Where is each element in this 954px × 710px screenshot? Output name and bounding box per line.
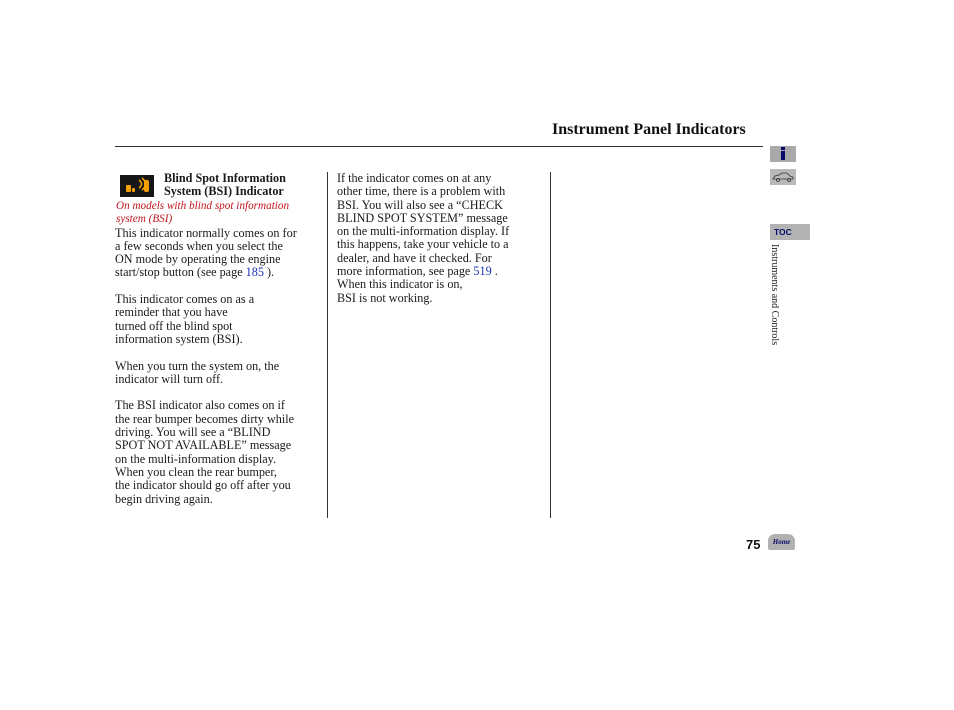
page-reference-link[interactable]: 519 <box>473 264 492 279</box>
model-note-line-2: system (BSI) <box>116 213 173 226</box>
text-line: BLIND SPOT SYSTEM” message <box>337 210 508 225</box>
info-icon <box>778 147 788 161</box>
heading-line-2: System (BSI) Indicator <box>164 184 284 199</box>
text-line: this happens, take your vehicle to a <box>337 237 509 252</box>
heading-line-1: Blind Spot Information <box>164 171 286 185</box>
text-line: a few seconds when you select the <box>115 238 283 253</box>
header-rule <box>115 146 763 147</box>
section-tab[interactable]: Instruments and Controls <box>769 244 780 346</box>
text-line: If the indicator comes on at any <box>337 171 492 185</box>
text-line: When you clean the rear bumper, <box>115 464 277 479</box>
paragraph-3 <box>115 360 320 387</box>
page-title: Instrument Panel Indicators <box>552 121 746 138</box>
middle-column <box>337 172 542 305</box>
bsi-heading <box>164 172 324 199</box>
toc-button[interactable]: TOC <box>770 224 810 240</box>
vehicle-button[interactable] <box>770 169 796 185</box>
text-line: on the multi-information display. <box>115 451 277 466</box>
paragraph-4 <box>115 399 320 505</box>
page-number: 75 <box>746 537 761 552</box>
text-line: driving. You will see a “BLIND <box>115 425 271 440</box>
bsi-heading-block <box>115 172 320 200</box>
column-divider-2 <box>550 172 551 518</box>
paragraph-5 <box>337 172 542 305</box>
text-line: ). <box>263 265 275 280</box>
text-line: the indicator should go off after you <box>115 478 291 493</box>
car-icon <box>771 171 795 183</box>
info-button[interactable] <box>770 146 796 162</box>
text-line: on the multi-information display. If <box>337 224 510 239</box>
text-line: ON mode by operating the engine <box>115 252 281 267</box>
text-line: other time, there is a problem with <box>337 184 506 199</box>
paragraph-1 <box>115 227 320 280</box>
column-divider-1 <box>327 172 328 518</box>
text-line: indicator will turn off. <box>115 371 224 386</box>
text-line: SPOT NOT AVAILABLE” message <box>115 438 292 453</box>
text-line: The BSI indicator also comes on if <box>115 398 285 413</box>
text-line: This indicator normally comes on for <box>115 225 297 240</box>
text-line: turned off the blind spot <box>115 318 233 333</box>
text-line: the rear bumper becomes dirty while <box>115 411 295 426</box>
home-button[interactable]: Home <box>768 534 795 550</box>
text-line: information system (BSI). <box>115 331 243 346</box>
model-note <box>116 200 320 227</box>
text-line: more information, see page <box>337 264 474 279</box>
text-line: When this indicator is on, <box>337 277 463 292</box>
text-line: This indicator comes on as a <box>115 292 255 307</box>
text-line: BSI is not working. <box>337 290 433 305</box>
paragraph-2 <box>115 293 320 346</box>
text-line: When you turn the system on, the <box>115 358 280 373</box>
bsi-indicator-icon <box>120 175 154 197</box>
text-line: dealer, and have it checked. For <box>337 250 492 265</box>
page-reference-link[interactable]: 185 <box>245 265 264 280</box>
text-line: . <box>491 264 498 279</box>
model-note-line-1: On models with blind spot information <box>116 200 290 212</box>
text-line: start/stop button (see page <box>115 265 246 280</box>
text-line: reminder that you have <box>115 305 228 320</box>
text-line: BSI. You will also see a “CHECK <box>337 197 503 212</box>
text-line: begin driving again. <box>115 491 213 506</box>
left-column <box>115 172 320 506</box>
